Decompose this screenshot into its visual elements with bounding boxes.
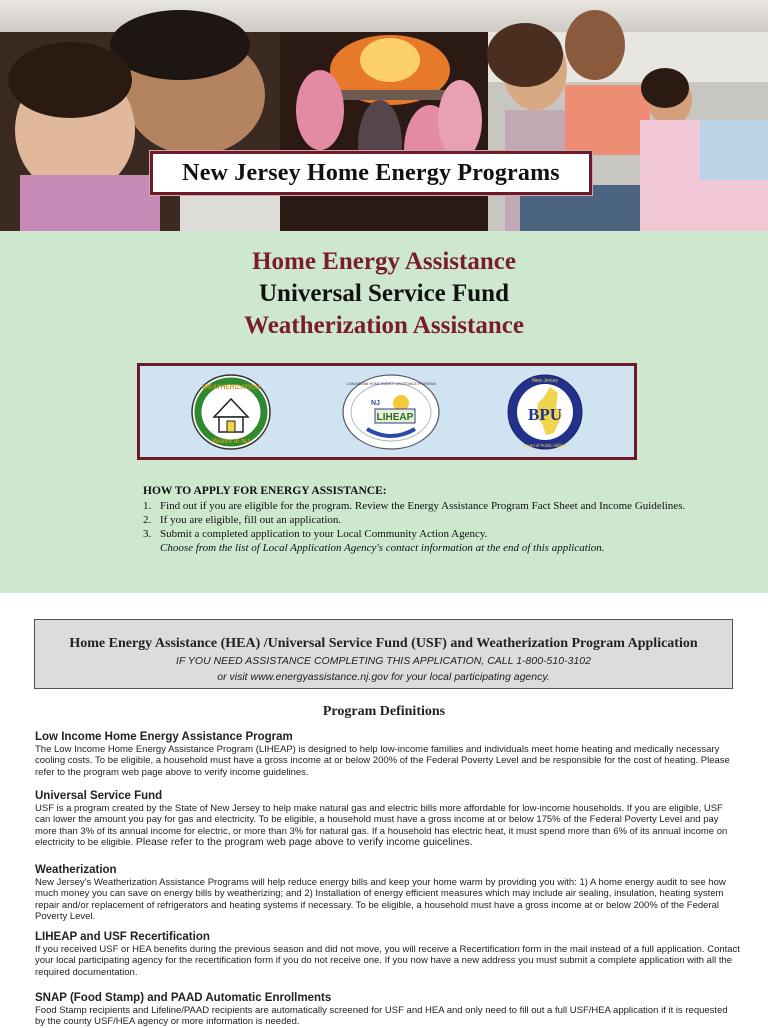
definition-body-text: USF is a program created by the State of New Jersey to help make natural gas and electric bills more affordable for low-income households. If you are eligible, USF can lower the amount you pay for gas and electricity. To be eligible, a household must have a gross income at or below 175% of the Federal Poverty Level and pay more than 3% of its annual income for electric, or more than 3% for natural gas. If a household has electric heat, it must spend more than 6% of its annual income on electricity to be eligible. (35, 803, 728, 848)
how-to-step (143, 527, 685, 541)
bpu-logo-icon (506, 373, 584, 451)
weatherization-logo-bottom-text: Works In NJ (212, 438, 250, 445)
definition-body-emphasis: Please refer to the program web page above to verify income guicelines. (135, 835, 473, 848)
photo-collage (0, 0, 768, 231)
how-to-apply (143, 484, 685, 555)
photo-fireplace-socks (280, 32, 488, 231)
how-to-step (143, 499, 685, 513)
weatherization-logo-top-text: WEATHERIZATION (202, 384, 260, 391)
step-number: 1. (143, 500, 152, 512)
cover-section (0, 231, 768, 593)
definition-liheap (35, 731, 740, 778)
weatherization-logo-icon (190, 373, 272, 451)
bpu-logo-name: BPU (528, 405, 562, 424)
definition-title: Weatherization (35, 864, 117, 876)
photo-family-couch (487, 10, 768, 231)
application-header-box (34, 619, 733, 689)
program-name-hea: Home Energy Assistance (252, 248, 516, 275)
photo-father-toddler (0, 10, 280, 231)
program-name-usf: Universal Service Fund (259, 280, 509, 307)
cover-photo-banner (0, 0, 768, 231)
step-text: If you are eligible, fill out an application. (160, 514, 342, 526)
logo-strip (137, 363, 637, 460)
assistance-website-line: or visit www.energyassistance.nj.gov for your local participating agency. (217, 671, 550, 683)
step-text: Find out if you are eligible for the program. Review the Energy Assistance Program Fact Sheet and Income Guidelines. (160, 500, 686, 512)
definition-title: LIHEAP and USF Recertification (35, 931, 210, 943)
how-to-apply-heading: HOW TO APPLY FOR ENERGY ASSISTANCE: (143, 485, 387, 497)
definition-body (35, 803, 740, 848)
definition-recertification (35, 931, 740, 978)
liheap-logo-ring-text: LOW-INCOME HOME ENERGY ASSISTANCE PROGRAM (346, 382, 436, 386)
assistance-phone-line: IF YOU NEED ASSISTANCE COMPLETING THIS APPLICATION, CALL 1-800-510-3102 (176, 655, 591, 667)
program-definitions-title: Program Definitions (322, 704, 446, 719)
definition-title: SNAP (Food Stamp) and PAAD Automatic Enrollments (35, 992, 332, 1004)
definition-snap-paad (35, 992, 740, 1028)
how-to-note: Choose from the list of Local Application Agency's contact information at the end of this application. (160, 542, 605, 554)
definition-body: The Low Income Home Energy Assistance Program (LIHEAP) is designed to help low-income families and individuals meet home heating and medically necessary cooling costs. To be eligible, a household must have a gross income at or below 200% of the Federal Poverty Level and be responsible for the cost of heating. Please refer to the program web page above to verify income guidelines. (35, 744, 730, 778)
definition-title: Universal Service Fund (35, 790, 163, 802)
bpu-logo-top-text: New Jersey (531, 378, 559, 384)
definition-weatherization (35, 864, 740, 922)
program-name-weatherization: Weatherization Assistance (244, 312, 524, 339)
how-to-step (143, 513, 685, 527)
cover-title-box (150, 151, 592, 195)
liheap-logo-name: LIHEAP (376, 412, 414, 423)
definition-body: Food Stamp recipients and Lifeline/PAAD recipients are automatically screened for USF and HEA and only need to fill out a full USF/HEA application if it is requested by the county USF/HEA agency or more information is needed. (35, 1005, 728, 1028)
application-title: Home Energy Assistance (HEA) /Universal Service Fund (USF) and Weatherization Program Application (69, 636, 698, 651)
step-text: Submit a completed application to your Local Community Action Agency. (160, 528, 488, 540)
definition-title: Low Income Home Energy Assistance Program (35, 731, 293, 743)
liheap-logo-state: NJ (371, 400, 380, 407)
step-number: 2. (143, 514, 152, 526)
bpu-logo-bottom-text: Board of Public Utilities (523, 443, 567, 448)
definition-body: New Jersey's Weatherization Assistance Programs will help reduce energy bills and keep your home warm by providing you with: 1) A home energy audit to see how much money you can save on energy bills by weatherizing; and 2) Installation of energy efficient measures which may include air sealing, insulation, heating system repair and/or replacement of refrigerators and heating systems if necessary. To be eligible, a household must have a gross income at or below 200% of the Federal Poverty Level. (35, 877, 726, 922)
liheap-logo-icon (341, 373, 441, 451)
definition-usf (35, 790, 740, 848)
cover-title: New Jersey Home Energy Programs (182, 159, 560, 186)
definition-body: If you received USF or HEA benefits during the previous season and did not move, you will receive a Recertification form in the mail instead of a full application. Contact your local participating agency for the recertification form if you do not receive one. If you now have a new address you must submit a complete application with all the required documentation. (35, 944, 740, 978)
step-number: 3. (143, 528, 152, 540)
